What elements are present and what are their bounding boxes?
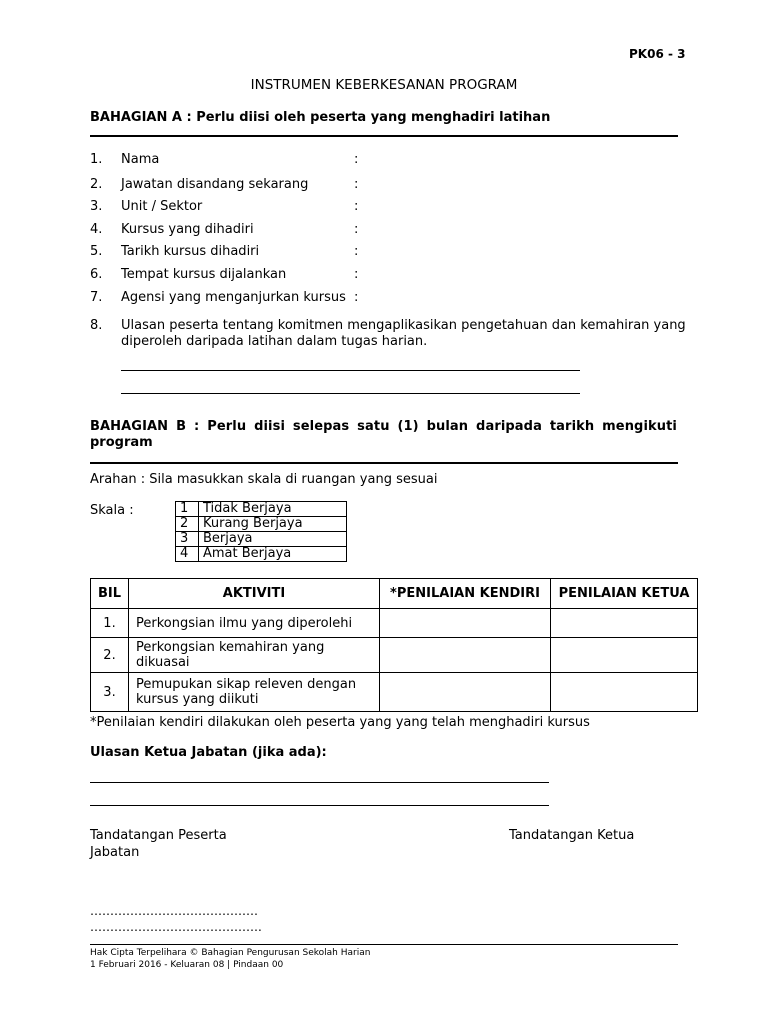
row-bil: 3. <box>91 673 129 712</box>
header-aktiviti: AKTIVITI <box>129 579 380 609</box>
row-bil: 1. <box>91 609 129 638</box>
field-number: 1. <box>90 152 103 167</box>
self-score-cell[interactable] <box>380 638 551 673</box>
header-penilaian-ketua: PENILAIAN KETUA <box>551 579 698 609</box>
scale-text: Kurang Berjaya <box>199 517 347 532</box>
footer-copyright: Hak Cipta Terpelihara © Bahagian Pengurusan Sekolah Harian <box>90 948 371 958</box>
row-activity <box>129 673 380 712</box>
field-label-unit: Unit / Sektor <box>121 199 203 214</box>
field-colon[interactable]: : <box>354 152 359 167</box>
table-header-row <box>91 579 698 609</box>
field-number: 8. <box>90 318 103 333</box>
item8-text-line2: diperoleh daripada latihan dalam tugas harian. <box>121 334 428 349</box>
field-label-agensi: Agensi yang menganjurkan kursus <box>121 290 346 305</box>
signature-dotted-line[interactable]: ……………………………………. <box>90 920 262 934</box>
scale-number: 2 <box>176 517 199 532</box>
field-number: 6. <box>90 267 103 282</box>
scale-number: 1 <box>176 502 199 517</box>
field-number: 3. <box>90 199 103 214</box>
document-code: PK06 - 3 <box>629 47 686 61</box>
field-label-tarikh: Tarikh kursus dihadiri <box>121 244 260 259</box>
section-b-rule <box>90 462 678 464</box>
activity-line1: Perkongsian ilmu yang diperolehi <box>136 615 353 631</box>
scale-table <box>175 501 347 562</box>
self-score-cell[interactable] <box>380 609 551 638</box>
header-penilaian-kendiri: *PENILAIAN KENDIRI <box>380 579 551 609</box>
footer-rule <box>90 944 678 945</box>
scale-number: 3 <box>176 532 199 547</box>
table-row <box>91 609 698 638</box>
field-colon[interactable]: : <box>354 177 359 192</box>
field-label-nama: Nama <box>121 152 160 167</box>
header-bil: BIL <box>91 579 129 609</box>
head-score-cell[interactable] <box>551 609 698 638</box>
head-score-cell[interactable] <box>551 638 698 673</box>
review-line[interactable] <box>90 805 549 806</box>
field-colon[interactable]: : <box>354 290 359 305</box>
footer-version: 1 Februari 2016 - Keluaran 08 | Pindaan 00 <box>90 960 284 970</box>
activity-line1: Pemupukan sikap releven dengan <box>136 677 357 692</box>
evaluation-table <box>90 578 698 712</box>
field-colon[interactable]: : <box>354 199 359 214</box>
document-title: INSTRUMEN KEBERKESANAN PROGRAM <box>250 77 518 93</box>
scale-text: Berjaya <box>199 532 347 547</box>
review-line[interactable] <box>90 782 549 783</box>
field-colon[interactable]: : <box>354 267 359 282</box>
scale-text: Tidak Berjaya <box>199 502 347 517</box>
scale-row <box>176 532 347 547</box>
activity-line1: Perkongsian kemahiran yang <box>136 640 325 655</box>
scale-row <box>176 502 347 517</box>
scale-number: 4 <box>176 547 199 562</box>
field-label-jawatan: Jawatan disandang sekarang <box>121 177 309 192</box>
participant-signature-label: Tandatangan Peserta <box>90 828 227 843</box>
row-activity <box>129 638 380 673</box>
head-score-cell[interactable] <box>551 673 698 712</box>
field-number: 4. <box>90 222 103 237</box>
section-b-heading-line1: BAHAGIAN B : Perlu diisi selepas satu (1) bulan daripada tarikh mengikuti <box>90 419 677 434</box>
section-a-rule <box>90 135 678 137</box>
field-colon[interactable]: : <box>354 244 359 259</box>
activity-line2: dikuasai <box>136 655 190 670</box>
scale-row <box>176 547 347 562</box>
scale-label: Skala : <box>90 503 134 518</box>
field-colon[interactable]: : <box>354 222 359 237</box>
field-label-kursus: Kursus yang dihadiri <box>121 222 254 237</box>
field-number: 7. <box>90 290 103 305</box>
self-score-cell[interactable] <box>380 673 551 712</box>
scale-row <box>176 517 347 532</box>
signature-dotted-line[interactable]: …………………………………… <box>90 904 258 918</box>
head-signature-label-cont: Jabatan <box>90 845 140 860</box>
item8-text-line1: Ulasan peserta tentang komitmen mengaplikasikan pengetahuan dan kemahiran yang <box>121 318 686 333</box>
answer-line[interactable] <box>121 370 580 371</box>
field-label-tempat: Tempat kursus dijalankan <box>121 267 287 282</box>
section-a-heading: BAHAGIAN A : Perlu diisi oleh peserta yang menghadiri latihan <box>90 110 551 125</box>
instruction-text: Arahan : Sila masukkan skala di ruangan yang sesuai <box>90 472 438 487</box>
row-activity <box>129 609 380 638</box>
field-number: 5. <box>90 244 103 259</box>
activity-line2: kursus yang diikuti <box>136 692 259 707</box>
field-number: 2. <box>90 177 103 192</box>
review-heading: Ulasan Ketua Jabatan (jika ada): <box>90 745 327 760</box>
row-bil: 2. <box>91 638 129 673</box>
table-row <box>91 673 698 712</box>
answer-line[interactable] <box>121 393 580 394</box>
section-b-heading-line2: program <box>90 435 153 450</box>
scale-text: Amat Berjaya <box>199 547 347 562</box>
table-footnote: *Penilaian kendiri dilakukan oleh peserta yang yang telah menghadiri kursus <box>90 715 590 730</box>
head-signature-label: Tandatangan Ketua <box>509 828 635 843</box>
table-row <box>91 638 698 673</box>
